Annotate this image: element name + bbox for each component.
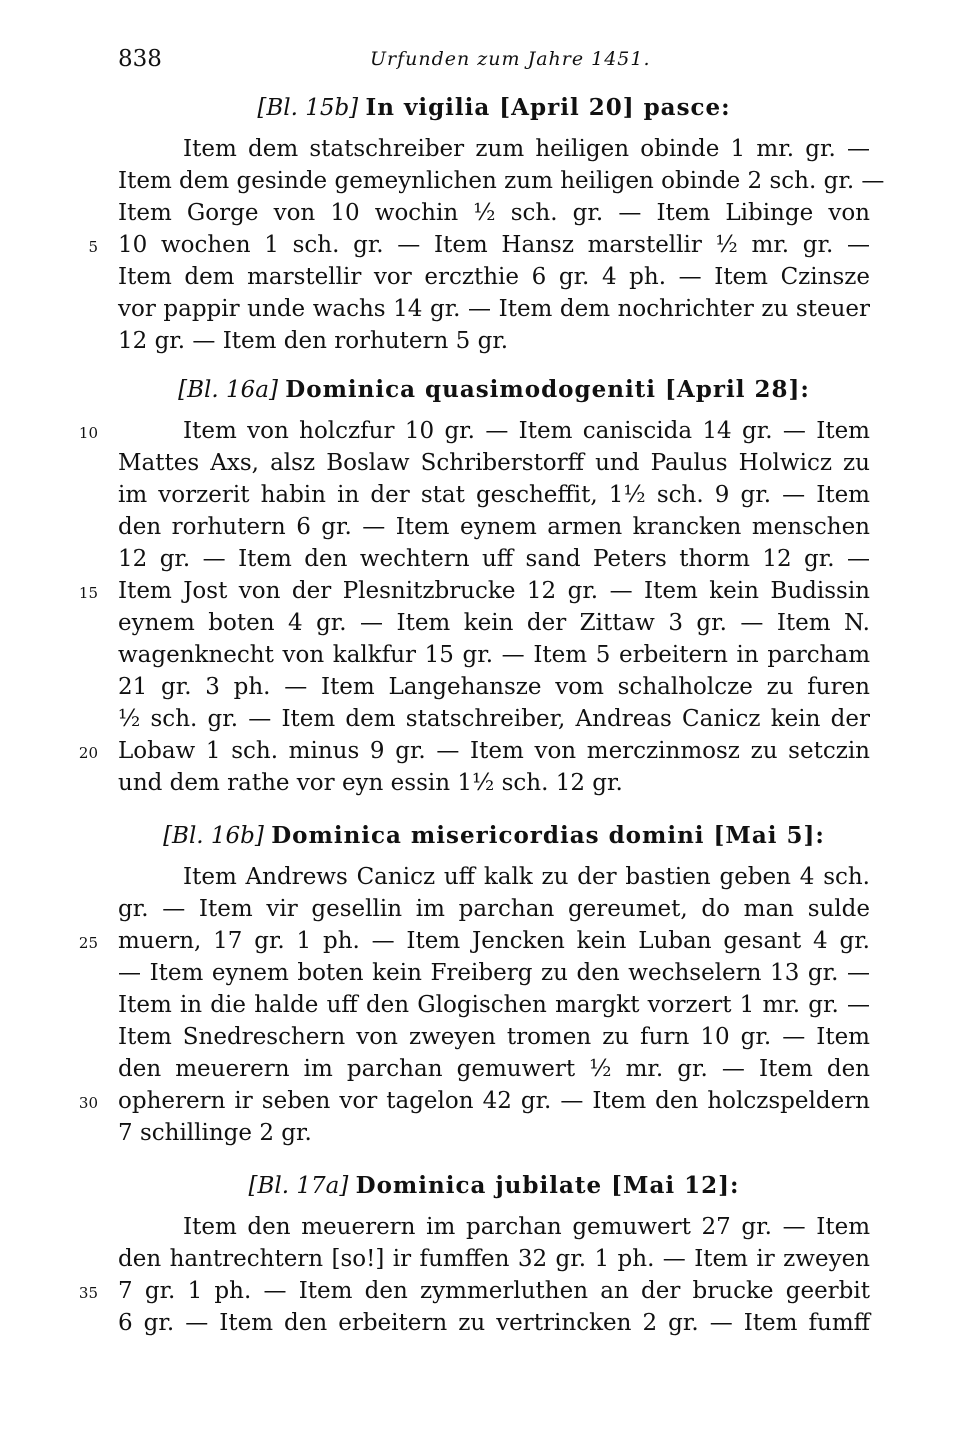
text-line: im vorzerit habin in der stat gescheffit, 1½ sch. 9 gr. — Item [118,482,870,508]
text-line: Mattes Axs, alsz Boslaw Schriberstorff und Paulus Holwicz zu [118,450,870,476]
line-number: 30 [78,1094,98,1112]
line-number: 10 [78,424,98,442]
line-number: 20 [78,744,98,762]
text-line: 12 gr. — Item den wechtern uff sand Peters thorm 12 gr. — [118,546,870,572]
folio-reference: [Bl. 15b] [257,95,359,121]
text-line: Item Snedreschern von zweyen tromen zu furn 10 gr. — Item [118,1024,870,1050]
text-line: Item Gorge von 10 wochin ½ sch. gr. — Item Libinge von [118,200,870,226]
running-head: Urfunden zum Jahre 1451. [370,48,651,70]
text-line: Item Andrews Canicz uff kalk zu der bastien geben 4 sch. [183,864,870,890]
text-line: 7 schillinge 2 gr. [118,1120,312,1146]
text-line: — Item eynem boten kein Freiberg zu den wechselern 13 gr. — [118,960,870,986]
line-number: 15 [78,584,98,602]
text-line: 6 gr. — Item den erbeitern zu vertrincken 2 gr. — Item fumff [118,1310,870,1336]
text-line: den hantrechtern [so!] ir fumffen 32 gr. 1 ph. — Item ir zweyen [118,1246,870,1272]
line-number: 25 [78,934,98,952]
section-title: Dominica quasimodogeniti [April 28]: [285,376,810,403]
text-line: wagenknecht von kalkfur 15 gr. — Item 5 erbeitern in parcham [118,642,870,668]
text-line: ½ sch. gr. — Item dem statschreiber, Andreas Canicz kein der [118,706,870,732]
section-heading [118,94,870,121]
section-title: In vigilia [April 20] pasce: [365,94,731,121]
text-line: opherern ir seben vor tagelon 42 gr. — Item den holczspeldern [118,1088,870,1114]
line-number: 5 [88,238,98,256]
folio-reference: [Bl. 16a] [178,377,278,403]
text-line: den rorhutern 6 gr. — Item eynem armen krancken menschen [118,514,870,540]
text-line: muern, 17 gr. 1 ph. — Item Jencken kein Luban gesant 4 gr. [118,928,870,954]
line-number: 35 [78,1284,98,1302]
text-line: 7 gr. 1 ph. — Item den zymmerluthen an der brucke geerbit [118,1278,870,1304]
section-heading [118,376,870,403]
text-line: Item dem gesinde gemeynlichen zum heiligen obinde 2 sch. gr. — [118,168,885,194]
text-line: Lobaw 1 sch. minus 9 gr. — Item von merczinmosz zu setczin [118,738,870,764]
text-line: eynem boten 4 gr. — Item kein der Zittaw 3 gr. — Item N. [118,610,870,636]
text-line: 10 wochen 1 sch. gr. — Item Hansz marstellir ½ mr. gr. — [118,232,870,258]
text-line: vor pappir unde wachs 14 gr. — Item dem nochrichter zu steuer [118,296,870,322]
folio-reference: [Bl. 17a] [248,1173,349,1199]
text-line: 21 gr. 3 ph. — Item Langehansze vom schalholcze zu furen [118,674,870,700]
section-title: Dominica jubilate [Mai 12]: [355,1172,740,1199]
text-line: und dem rathe vor eyn essin 1½ sch. 12 gr. [118,770,623,796]
text-line: den meuerern im parchan gemuwert ½ mr. gr. — Item den [118,1056,870,1082]
section-heading [118,822,870,849]
text-line: Item den meuerern im parchan gemuwert 27 gr. — Item [183,1214,870,1240]
text-line: Item dem marstellir vor erczthie 6 gr. 4 ph. — Item Czinsze [118,264,870,290]
text-line: Item in die halde uff den Glogischen margkt vorzert 1 mr. gr. — [118,992,870,1018]
text-line: Item dem statschreiber zum heiligen obinde 1 mr. gr. — [183,136,870,162]
section-title: Dominica misericordias domini [Mai 5]: [271,822,825,849]
text-line: Item Jost von der Plesnitzbrucke 12 gr. — Item kein Budissin [118,578,870,604]
text-line: gr. — Item vir gesellin im parchan gereumet, do man sulde [118,896,870,922]
text-line: 12 gr. — Item den rorhutern 5 gr. [118,328,509,354]
section-heading [118,1172,870,1199]
page-header [118,46,870,76]
page-number: 838 [118,46,162,72]
text-line: Item von holczfur 10 gr. — Item caniscida 14 gr. — Item [183,418,870,444]
folio-reference: [Bl. 16b] [163,823,264,849]
